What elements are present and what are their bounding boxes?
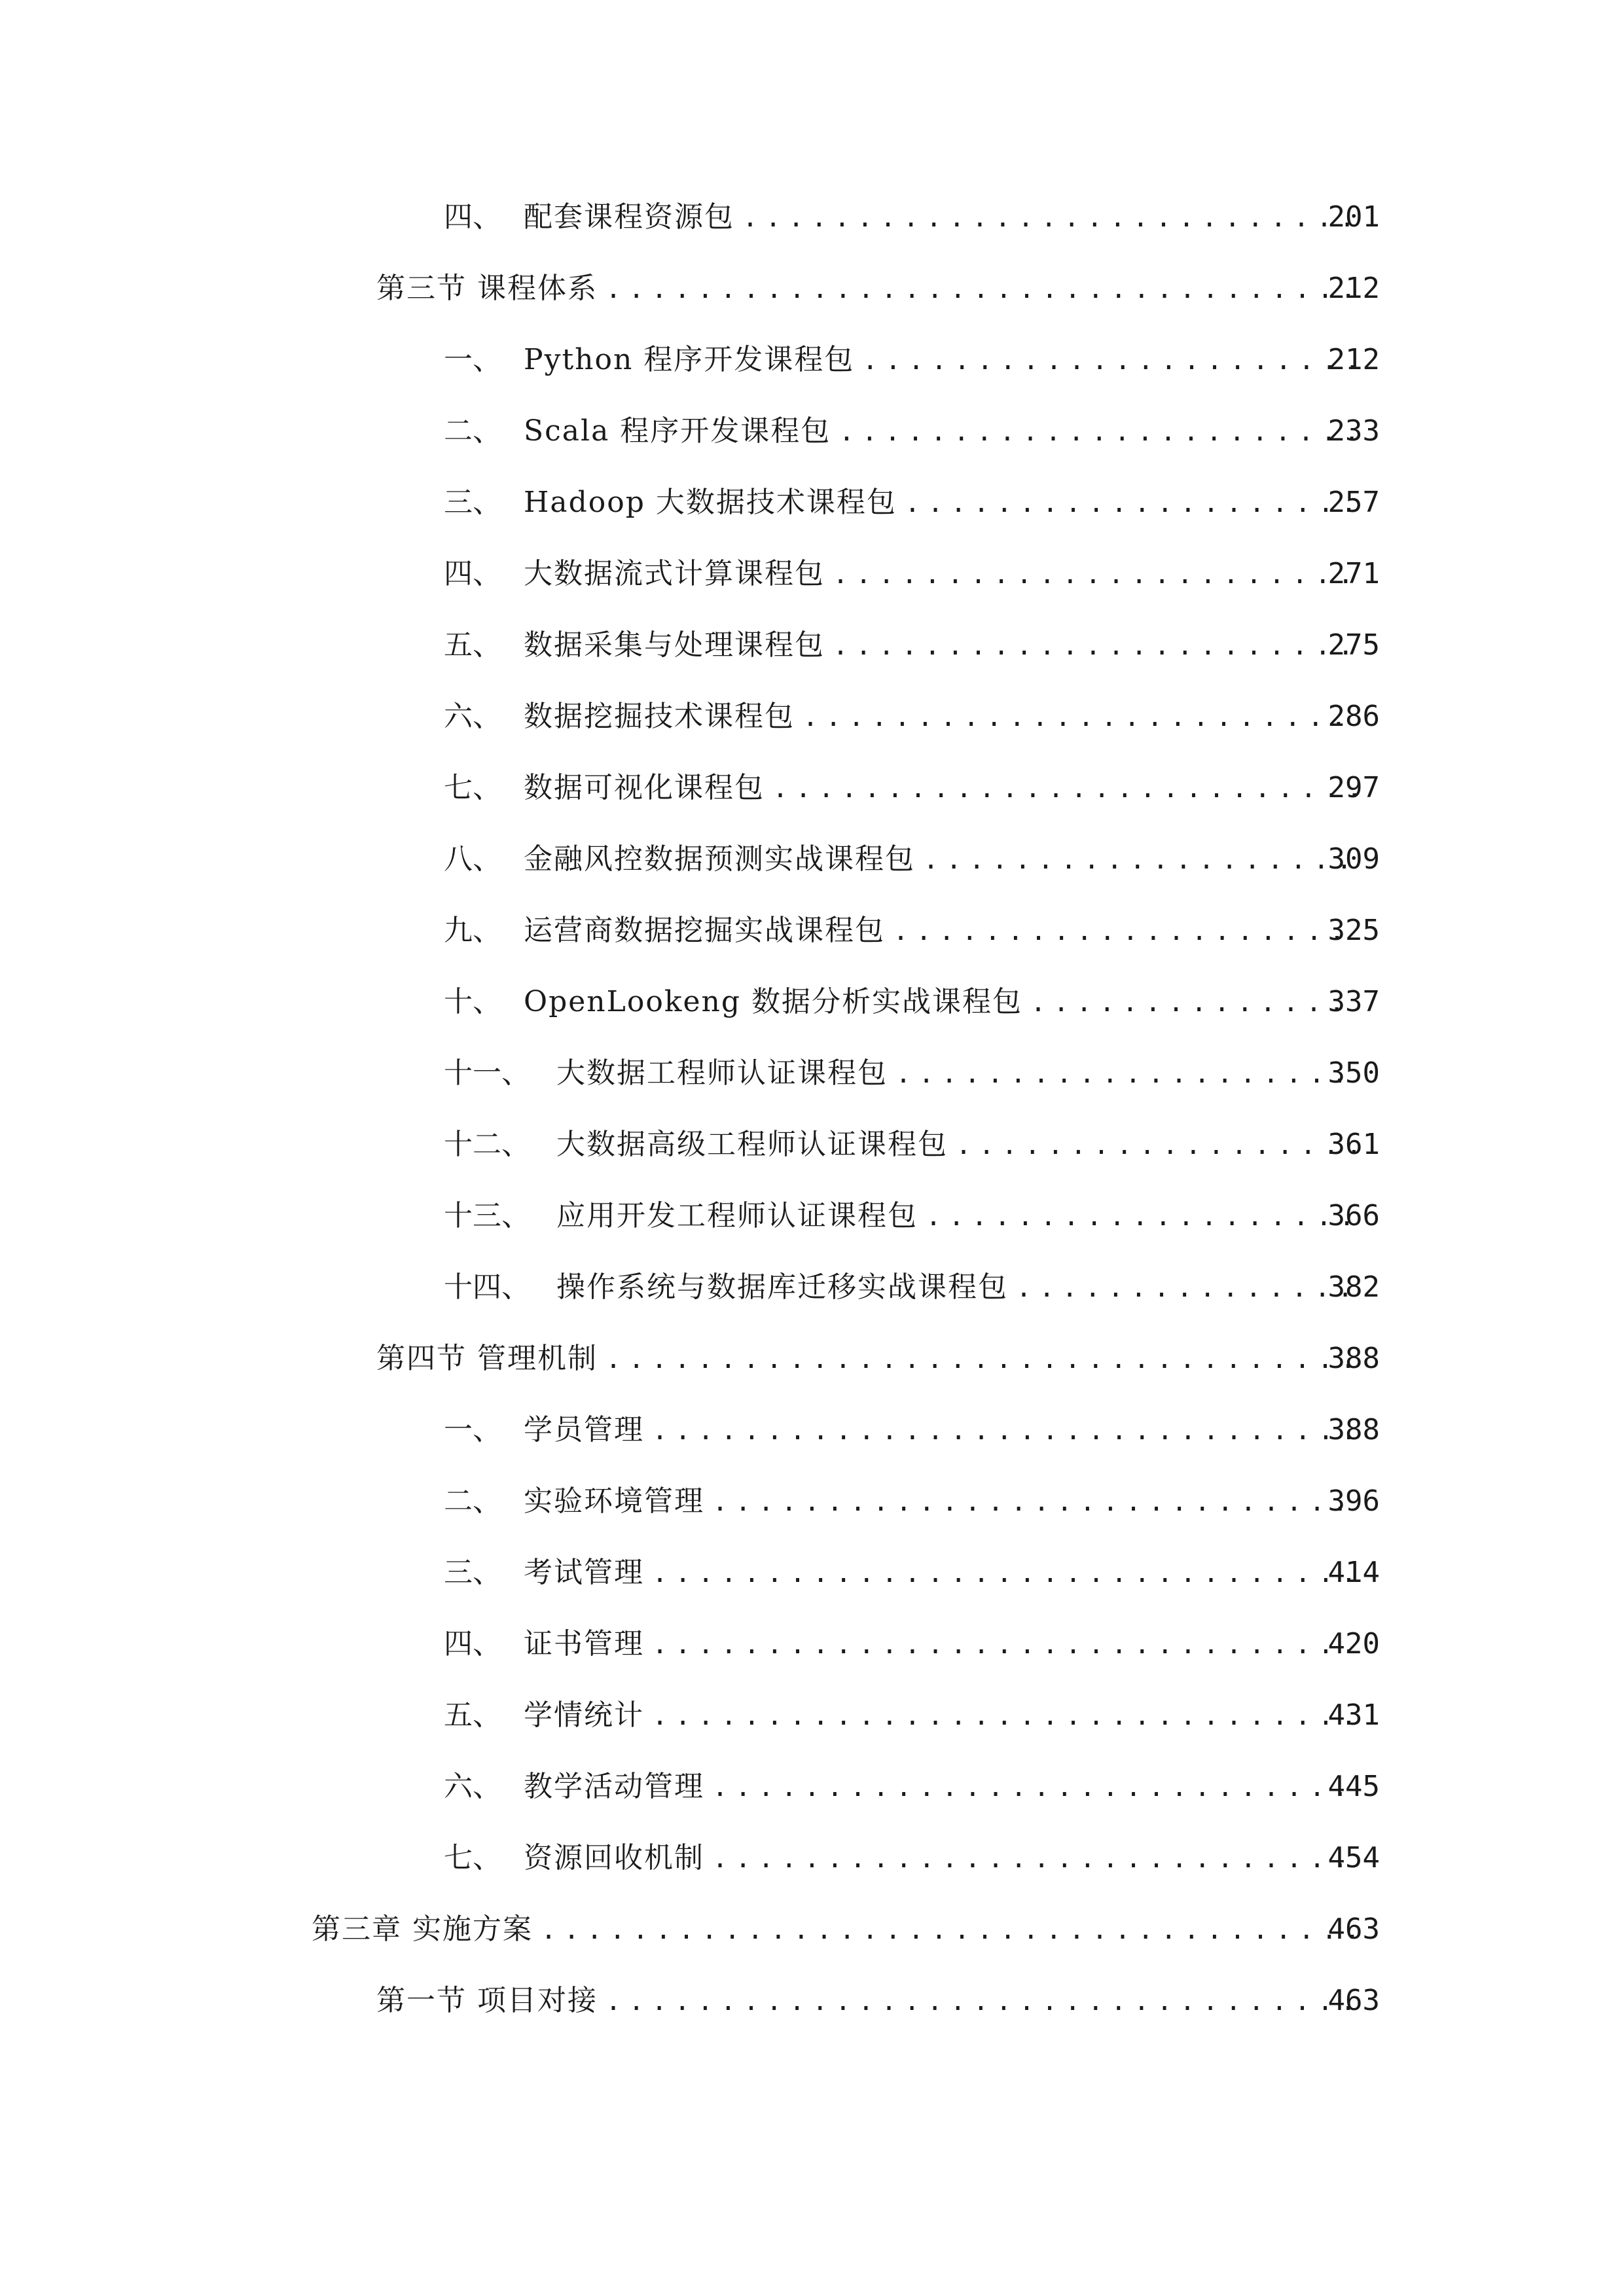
toc-leader-dots (833, 623, 1357, 669)
toc-leader-dots (742, 195, 1357, 241)
toc-entry[interactable] (0, 266, 1624, 312)
toc-entry[interactable] (0, 1693, 1624, 1738)
toc-entry[interactable] (0, 1265, 1624, 1310)
toc-entry-page: 396 (1327, 1484, 1380, 1518)
toc-entry-page: 445 (1327, 1770, 1380, 1803)
toc-leader-dots (652, 1408, 1357, 1454)
toc-entry-title: 大数据流式计算课程包 (524, 557, 825, 590)
toc-entry-page: 297 (1327, 771, 1380, 804)
toc-entry-number: 一、 (444, 343, 501, 376)
toc-entry[interactable] (0, 1907, 1624, 1952)
toc-entry-title: 操作系统与数据库迁移实战课程包 (556, 1270, 1008, 1304)
toc-entry-page: 463 (1327, 1912, 1380, 1946)
toc-entry-page: 420 (1327, 1627, 1380, 1660)
toc-entry-page: 286 (1327, 700, 1380, 733)
toc-entry-page: 309 (1327, 842, 1380, 876)
toc-entry-title: 运营商数据挖掘实战课程包 (524, 914, 885, 947)
toc-entry-title: 学情统计 (524, 1698, 644, 1732)
toc-leader-dots (839, 409, 1357, 455)
toc-leader-dots (923, 837, 1357, 883)
toc-entry-number: 三、 (444, 486, 501, 519)
toc-leader-dots (956, 1122, 1357, 1168)
toc-entry-number: 六、 (444, 700, 501, 733)
toc-entry-page: 361 (1327, 1128, 1380, 1161)
toc-entry-page: 388 (1327, 1342, 1380, 1375)
toc-entry-page: 212 (1327, 272, 1380, 305)
toc-entry[interactable] (0, 1336, 1624, 1382)
toc-entry[interactable] (0, 408, 1624, 454)
toc-entry-number: 七、 (444, 1841, 501, 1874)
toc-entry[interactable] (0, 765, 1624, 811)
toc-entry-number: 十四、 (444, 1270, 530, 1304)
toc-entry-page: 366 (1327, 1199, 1380, 1232)
toc-entry[interactable] (0, 337, 1624, 383)
toc-entry-page: 350 (1327, 1056, 1380, 1090)
toc-entry-number: 十三、 (444, 1199, 530, 1232)
toc-entry-page: 257 (1327, 486, 1380, 519)
toc-entry-number: 十二、 (444, 1128, 530, 1161)
toc-leader-dots (652, 1551, 1357, 1596)
toc-entry-number: 二、 (444, 414, 501, 448)
toc-leader-dots (772, 766, 1357, 812)
toc-entry-title: Python 程序开发课程包 (524, 343, 855, 376)
toc-entry-page: 212 (1327, 343, 1380, 376)
toc-entry[interactable] (0, 1193, 1624, 1239)
toc-entry-title: 学员管理 (524, 1413, 644, 1446)
toc-entry-title: 资源回收机制 (524, 1841, 704, 1874)
toc-entry-page: 201 (1327, 200, 1380, 234)
toc-entry-title: 教学活动管理 (524, 1770, 704, 1803)
toc-leader-dots (652, 1622, 1357, 1668)
toc-entry-title: OpenLookeng 数据分析实战课程包 (524, 985, 1023, 1018)
toc-entry-page: 454 (1327, 1841, 1380, 1874)
toc-entry[interactable] (0, 1764, 1624, 1810)
toc-entry[interactable] (0, 908, 1624, 954)
toc-entry[interactable] (0, 1550, 1624, 1596)
toc-entry[interactable] (0, 1978, 1624, 2024)
toc-entry-number: 八、 (444, 842, 501, 876)
toc-entry-title: 金融风控数据预测实战课程包 (524, 842, 915, 876)
toc-entry-page: 382 (1327, 1270, 1380, 1304)
toc-entry[interactable] (0, 1050, 1624, 1096)
toc-entry-number: 五、 (444, 1698, 501, 1732)
toc-entry-number: 九、 (444, 914, 501, 947)
toc-leader-dots (605, 266, 1357, 312)
toc-entry-number: 四、 (444, 557, 501, 590)
toc-entry-number: 六、 (444, 1770, 501, 1803)
toc-entry-number: 一、 (444, 1413, 501, 1446)
toc-leader-dots (926, 1194, 1357, 1240)
toc-entry[interactable] (0, 1122, 1624, 1168)
toc-entry[interactable] (0, 622, 1624, 668)
toc-leader-dots (712, 1479, 1357, 1525)
toc-entry-page: 463 (1327, 1984, 1380, 2017)
toc-entry-number: 二、 (444, 1484, 501, 1518)
toc-entry-title: 第四节 管理机制 (376, 1342, 598, 1375)
toc-entry-title: 第一节 项目对接 (376, 1984, 598, 2017)
toc-leader-dots (605, 1336, 1357, 1382)
toc-leader-dots (893, 908, 1357, 954)
toc-entry[interactable] (0, 1835, 1624, 1881)
toc-leader-dots (712, 1836, 1357, 1882)
toc-entry-number: 十一、 (444, 1056, 530, 1090)
toc-entry-page: 275 (1327, 628, 1380, 662)
toc-entry-title: 考试管理 (524, 1556, 644, 1589)
toc-leader-dots (862, 338, 1357, 384)
toc-leader-dots (652, 1693, 1357, 1739)
toc-entry-title: 数据可视化课程包 (524, 771, 765, 804)
toc-entry[interactable] (0, 1621, 1624, 1667)
toc-entry[interactable] (0, 194, 1624, 240)
toc-entry-number: 五、 (444, 628, 501, 662)
toc-entry-title: 第三章 实施方案 (312, 1912, 533, 1946)
toc-entry-title: Hadoop 大数据技术课程包 (524, 486, 897, 519)
toc-entry-page: 414 (1327, 1556, 1380, 1589)
toc-entry-title: 应用开发工程师认证课程包 (556, 1199, 918, 1232)
toc-entry-title: Scala 程序开发课程包 (524, 414, 831, 448)
toc-entry[interactable] (0, 480, 1624, 526)
toc-leader-dots (605, 1979, 1357, 2024)
toc-leader-dots (833, 552, 1357, 598)
toc-entry-number: 四、 (444, 200, 501, 234)
toc-leader-dots (712, 1765, 1357, 1810)
toc-entry-page: 431 (1327, 1698, 1380, 1732)
toc-entry-number: 三、 (444, 1556, 501, 1589)
toc-entry-title: 实验环境管理 (524, 1484, 704, 1518)
toc-leader-dots (895, 1051, 1357, 1097)
toc-entry-title: 第三节 课程体系 (376, 272, 598, 305)
toc-entry-title: 数据挖掘技术课程包 (524, 700, 795, 733)
toc-entry-title: 配套课程资源包 (524, 200, 734, 234)
toc-entry-page: 388 (1327, 1413, 1380, 1446)
toc-entry-page: 233 (1327, 414, 1380, 448)
toc-leader-dots (541, 1907, 1357, 1953)
toc-entry-number: 七、 (444, 771, 501, 804)
toc-entry-page: 325 (1327, 914, 1380, 947)
toc-entry[interactable] (0, 1479, 1624, 1524)
toc-leader-dots (905, 480, 1357, 526)
toc-entry-number: 十、 (444, 985, 501, 1018)
toc-entry-page: 337 (1327, 985, 1380, 1018)
toc-entry[interactable] (0, 694, 1624, 740)
toc-entry[interactable] (0, 979, 1624, 1025)
toc-entry-title: 大数据工程师认证课程包 (556, 1056, 888, 1090)
toc-entry[interactable] (0, 551, 1624, 597)
toc-entry-page: 271 (1327, 557, 1380, 590)
toc-leader-dots (803, 694, 1357, 740)
toc-entry[interactable] (0, 836, 1624, 882)
toc-entry[interactable] (0, 1407, 1624, 1453)
toc-entry-number: 四、 (444, 1627, 501, 1660)
toc-entry-title: 证书管理 (524, 1627, 644, 1660)
toc-entry-title: 数据采集与处理课程包 (524, 628, 825, 662)
toc-entry-title: 大数据高级工程师认证课程包 (556, 1128, 948, 1161)
